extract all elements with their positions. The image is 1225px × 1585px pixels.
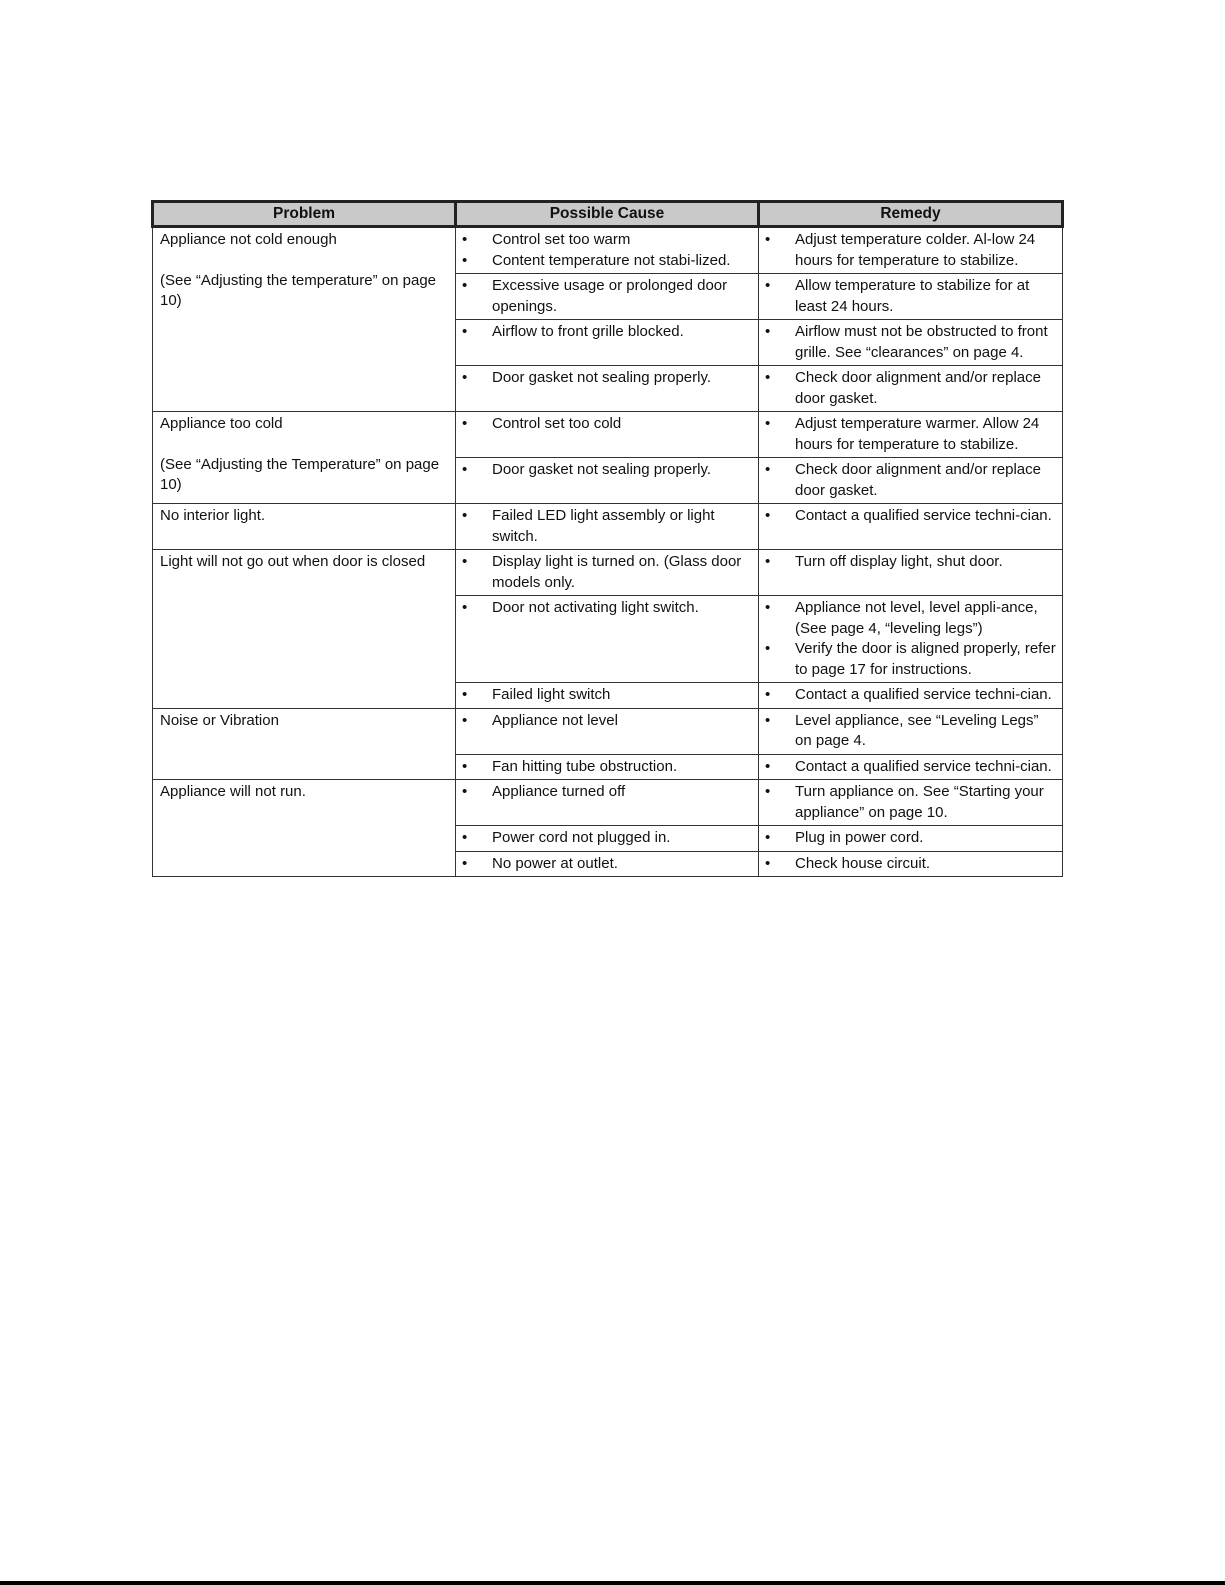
remedy-list — [765, 460, 1056, 501]
cause-item: • Appliance not level — [462, 711, 752, 732]
remedy-item: • Contact a qualified service techni-cian. — [765, 506, 1056, 527]
remedy-cell — [759, 274, 1063, 320]
remedy-cell — [759, 851, 1063, 877]
cause-item: • Control set too warm — [462, 230, 752, 251]
remedy-list — [765, 506, 1056, 527]
cause-cell — [456, 550, 759, 596]
header-problem: Problem — [153, 202, 456, 227]
remedy-list — [765, 757, 1056, 778]
cause-item: • Display light is turned on. (Glass door models only. — [462, 552, 752, 593]
remedy-cell — [759, 504, 1063, 550]
cause-list — [462, 414, 752, 435]
remedy-list — [765, 598, 1056, 680]
remedy-cell — [759, 596, 1063, 683]
remedy-item: • Plug in power cord. — [765, 828, 1056, 849]
cause-item: • Door gasket not sealing properly. — [462, 460, 752, 481]
remedy-item: • Turn off display light, shut door. — [765, 552, 1056, 573]
problem-note: (See “Adjusting the Temperature” on page 10) — [160, 455, 440, 493]
cause-item: • Power cord not plugged in. — [462, 828, 752, 849]
cause-list — [462, 552, 752, 593]
remedy-list — [765, 854, 1056, 875]
remedy-list — [765, 276, 1056, 317]
header-possible-cause: Possible Cause — [456, 202, 759, 227]
cause-list — [462, 322, 752, 343]
table-header — [153, 202, 1063, 227]
cause-list — [462, 506, 752, 547]
remedy-item: • Check door alignment and/or replace door gasket. — [765, 460, 1056, 501]
remedy-item: • Contact a qualified service techni-cian. — [765, 685, 1056, 706]
remedy-cell — [759, 780, 1063, 826]
cause-list — [462, 276, 752, 317]
cause-cell — [456, 780, 759, 826]
cause-item: • Appliance turned off — [462, 782, 752, 803]
table-row — [153, 412, 1063, 458]
cause-cell — [456, 826, 759, 852]
cause-cell — [456, 366, 759, 412]
cause-cell — [456, 504, 759, 550]
header-row — [153, 202, 1063, 227]
remedy-item: • Check door alignment and/or replace door gasket. — [765, 368, 1056, 409]
cause-item: • Failed light switch — [462, 685, 752, 706]
remedy-item: • Allow temperature to stabilize for at least 24 hours. — [765, 276, 1056, 317]
cause-list — [462, 757, 752, 778]
remedy-cell — [759, 227, 1063, 274]
cause-list — [462, 782, 752, 803]
remedy-item: • Turn appliance on. See “Starting your appliance” on page 10. — [765, 782, 1056, 823]
cause-cell — [456, 708, 759, 754]
problem-text: Appliance not cold enough — [160, 231, 337, 248]
remedy-list — [765, 711, 1056, 752]
cause-item: • Door gasket not sealing properly. — [462, 368, 752, 389]
problem-cell — [153, 504, 456, 550]
problem-cell — [153, 550, 456, 709]
table-row — [153, 708, 1063, 754]
table-row — [153, 550, 1063, 596]
remedy-list — [765, 828, 1056, 849]
problem-text: No interior light. — [160, 507, 266, 524]
cause-list — [462, 828, 752, 849]
remedy-item: • Check house circuit. — [765, 854, 1056, 875]
remedy-cell — [759, 683, 1063, 709]
problem-text: Noise or Vibration — [160, 711, 279, 729]
remedy-cell — [759, 366, 1063, 412]
cause-list — [462, 598, 752, 619]
problem-text: Light will not go out when door is closed — [160, 553, 426, 570]
table-body — [153, 227, 1063, 877]
remedy-item: • Adjust temperature warmer. Allow 24 hours for temperature to stabilize. — [765, 414, 1056, 455]
remedy-item: • Adjust temperature colder. Al-low 24 hours for temperature to stabilize. — [765, 230, 1056, 271]
cause-cell — [456, 754, 759, 780]
remedy-item: • Contact a qualified service techni-cian. — [765, 757, 1056, 778]
table-row — [153, 504, 1063, 550]
remedy-item: • Appliance not level, level appli-ance, (See page 4, “leveling legs”) — [765, 598, 1056, 639]
remedy-item: • Verify the door is aligned properly, refer to page 17 for instructions. — [765, 639, 1056, 680]
cause-list — [462, 230, 752, 271]
remedy-list — [765, 782, 1056, 823]
cause-item: • Control set too cold — [462, 414, 752, 435]
problem-cell — [153, 708, 456, 780]
cause-cell — [456, 227, 759, 274]
problem-note: (See “Adjusting the temperature” on page 10) — [160, 271, 436, 309]
cause-item: • Airflow to front grille blocked. — [462, 322, 752, 343]
table-row — [153, 780, 1063, 826]
cause-item: • Fan hitting tube obstruction. — [462, 757, 752, 778]
remedy-item: • Airflow must not be obstructed to front grille. See “clearances” on page 4. — [765, 322, 1056, 363]
cause-cell — [456, 458, 759, 504]
cause-list — [462, 685, 752, 706]
cause-item: • Content temperature not stabi-lized. — [462, 251, 752, 272]
cause-cell — [456, 596, 759, 683]
troubleshooting-table — [151, 200, 1064, 877]
remedy-cell — [759, 458, 1063, 504]
cause-list — [462, 711, 752, 732]
remedy-list — [765, 368, 1056, 409]
cause-list — [462, 368, 752, 389]
cause-item: • Door not activating light switch. — [462, 598, 752, 619]
table-row — [153, 227, 1063, 274]
remedy-list — [765, 685, 1056, 706]
cause-item: • No power at outlet. — [462, 854, 752, 875]
cause-item: • Failed LED light assembly or light switch. — [462, 506, 752, 547]
remedy-cell — [759, 708, 1063, 754]
problem-text: Appliance will not run. — [160, 783, 306, 800]
cause-cell — [456, 683, 759, 709]
remedy-list — [765, 322, 1056, 363]
cause-cell — [456, 851, 759, 877]
problem-cell — [153, 780, 456, 877]
remedy-cell — [759, 320, 1063, 366]
cause-list — [462, 460, 752, 481]
remedy-list — [765, 414, 1056, 455]
remedy-list — [765, 230, 1056, 271]
remedy-cell — [759, 412, 1063, 458]
remedy-cell — [759, 550, 1063, 596]
cause-cell — [456, 320, 759, 366]
cause-cell — [456, 412, 759, 458]
remedy-item: • Level appliance, see “Leveling Legs” on page 4. — [765, 711, 1056, 752]
bottom-rule — [0, 1581, 1225, 1585]
problem-cell — [153, 412, 456, 504]
remedy-cell — [759, 826, 1063, 852]
problem-text: Appliance too cold — [160, 415, 283, 432]
remedy-list — [765, 552, 1056, 573]
problem-cell — [153, 227, 456, 412]
cause-list — [462, 854, 752, 875]
cause-cell — [456, 274, 759, 320]
cause-item: • Excessive usage or prolonged door openings. — [462, 276, 752, 317]
remedy-cell — [759, 754, 1063, 780]
header-remedy: Remedy — [759, 202, 1063, 227]
